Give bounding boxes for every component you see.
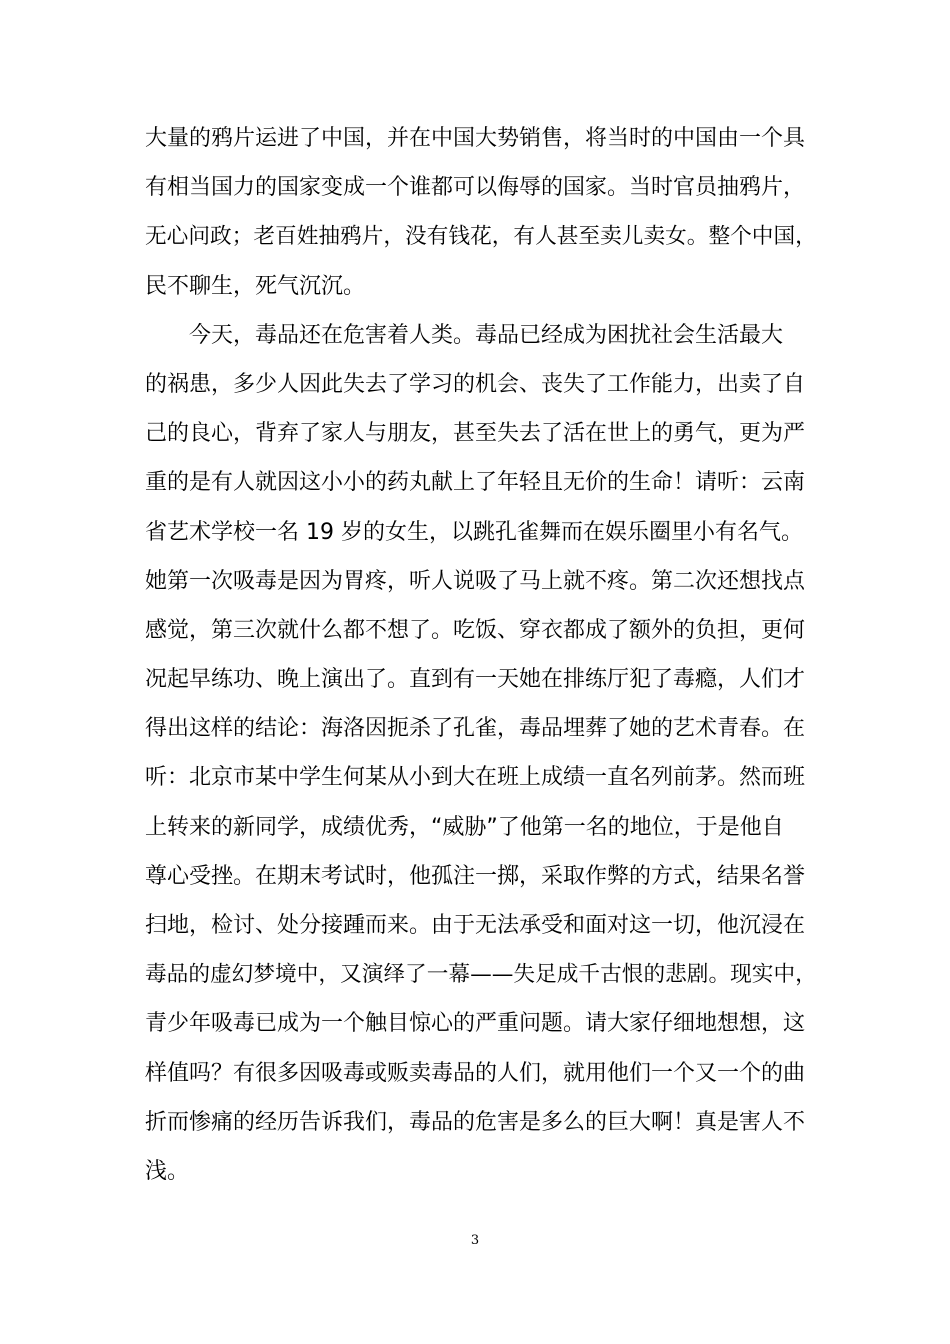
text-line: 尊心受挫。在期末考试时，他孤注一掷，采取作弊的方式，结果名誉 [145,863,806,889]
text-line: 重的是有人就因这小小的药丸献上了年轻且无价的生命！请听：云南 [145,470,806,496]
text-line: 无心问政；老百姓抽鸦片，没有钱花，有人甚至卖儿卖女。整个中国， [145,224,817,250]
text-line: 扫地，检讨、处分接踵而来。由于无法承受和面对这一切，他沉浸在 [145,913,806,938]
text-line: 听：北京市某中学生何某从小到大在班上成绩一直名列前茅。然而班 [145,765,806,791]
body-text [145,114,815,1196]
text-line: 况起早练功、晚上演出了。直到有一天她在排练厅犯了毒瘾，人们才 [145,667,806,693]
text-line: 得出这样的结论：海洛因扼杀了孔雀，毒品埋葬了她的艺术青春。在 [145,716,806,742]
text-line: 青少年吸毒已成为一个触目惊心的严重问题。请大家仔细地想想，这 [145,1011,806,1037]
text-line: 的祸患，多少人因此失去了学习的机会、丧失了工作能力，出卖了自 [145,371,806,397]
text-line: 浅。 [145,1158,190,1184]
text-line: 大量的鸦片运进了中国，并在中国大势销售，将当时的中国由一个具 [145,126,806,151]
text-line: 己的良心，背弃了家人与朋友，甚至失去了活在世上的勇气，更为严 [145,421,806,447]
text-line: 样值吗？有很多因吸毒或贩卖毒品的人们，就用他们一个又一个的曲 [145,1060,806,1086]
text-line: 省艺术学校一名 19 岁的女生，以跳孔雀舞而在娱乐圈里小有名气。 [145,519,803,545]
text-line: 折而惨痛的经历告诉我们，毒品的危害是多么的巨大啊！真是害人不 [145,1109,806,1135]
text-line: 毒品的虚幻梦境中，又演绎了一幕——失足成千古恨的悲剧。现实中， [145,962,817,988]
text-line: 上转来的新同学，成绩优秀，“威胁”了他第一名的地位，于是他自 [145,814,784,840]
text-line: 今天，毒品还在危害着人类。毒品已经成为困扰社会生活最大 [145,322,784,348]
text-line: 感觉，第三次就什么都不想了。吃饭、穿衣都成了额外的负担，更何 [145,617,806,643]
text-line: 有相当国力的国家变成一个谁都可以侮辱的国家。当时官员抽鸦片， [145,175,806,201]
text-line: 民不聊生，死气沉沉。 [145,273,366,299]
page-number: 3 [470,1233,480,1248]
text-line: 她第一次吸毒是因为胃疼，听人说吸了马上就不疼。第二次还想找点 [145,568,806,594]
